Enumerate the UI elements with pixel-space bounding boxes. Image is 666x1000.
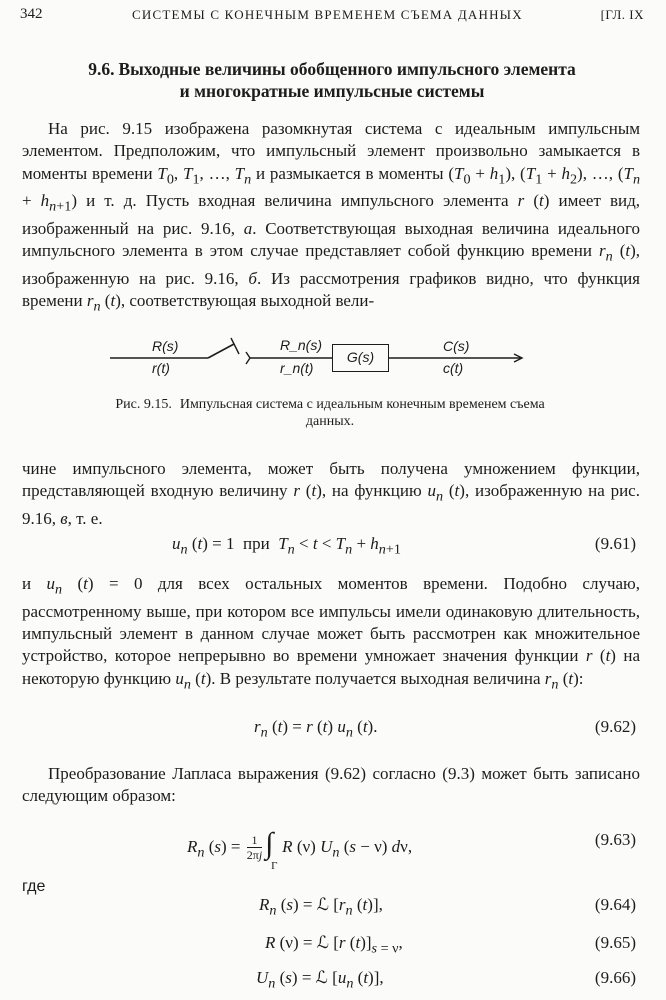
equation-9-63-body: $R_n$ (s) = $\frac{1}{2\pi j}$ ∫ Γ R (ν) $U_n$ (s − ν) dν, bbox=[187, 827, 413, 872]
eq61-word: при bbox=[242, 534, 270, 553]
where-label: где bbox=[22, 878, 46, 895]
section-number: 9.6. bbox=[88, 59, 115, 79]
integral-icon: ∫ Γ bbox=[265, 827, 278, 872]
transfer-block: G(s) bbox=[332, 344, 389, 372]
section-title-line2: и многократные импульсные системы bbox=[179, 81, 485, 101]
p1-text-2: и размыкается в моменты bbox=[256, 163, 444, 183]
equation-9-61 bbox=[22, 534, 640, 562]
switch-mark bbox=[231, 338, 239, 354]
equation-number-9-62: (9.62) bbox=[594, 717, 636, 736]
equation-9-61-body: $u_n$ (t) = 1 при $T_n < t < T_n + h_{n+1}$ bbox=[172, 534, 401, 558]
equation-9-64-body: $R_n$ (s) = ℒ [$r_n$ (t)], bbox=[259, 895, 383, 919]
equation-9-66-body: $U_n$ (s) = ℒ [$u_n$ (t)], bbox=[256, 968, 384, 992]
p2-text-2: , на функцию bbox=[321, 481, 422, 501]
caption-number: Рис. 9.15. bbox=[115, 397, 172, 412]
equation-number-9-64: (9.64) bbox=[594, 895, 636, 914]
page-number: 342 bbox=[20, 6, 43, 22]
label-input-s: R(s) bbox=[152, 338, 179, 354]
equation-number-9-61: (9.61) bbox=[594, 534, 636, 553]
equation-9-63 bbox=[22, 820, 640, 872]
p1-text-4: имеет вид, изображенный на рис. 9.16, bbox=[22, 191, 641, 238]
paragraph-4: Преобразование Лапласа выражения (9.62) согласно (9.3) может быть записано следующим образом: bbox=[22, 764, 640, 806]
fraction: $\frac{1}{2\pi j}$ bbox=[246, 833, 263, 862]
paragraph-1: На рис. 9.15 изображена разомкнутая система с идеальным импульсным элементом. Предположим, что импульсный элемент произвольно замыкается в моменты времени $T_0$, $T_1$, …, $T_n$ и размыкается в моменты $(T_0 + h_1)$, $(T_1 + h_2)$, …, $(T_n + h_{n+1})$ и т. д. Пусть входная величина импульсного элемента r (t) имеет вид, изображенный на рис. 9.16, а. Соответствующая выходная величина идеального импульсного элемента в этом случае представляет собой функцию времени $r_n$ (t), изображенную на рис. 9.16, б. Из рассмотрения графиков видно, что функция времени $r_n$ (t), соответствующая выходной вели- bbox=[22, 119, 641, 315]
equation-number-9-66: (9.66) bbox=[594, 968, 636, 987]
p3-text-1: для всех остальных моментов времени. Подобно случаю, рассмотренному выше, при котором все импульсы имели одинаковую длительность, импульсный элемент в данном случае может быть рассмотрен как множительное устройство, которое непрерывно во времени умножает значения функции bbox=[22, 574, 641, 666]
p1-text-8: , соответствующая выходной вели- bbox=[120, 291, 375, 311]
switch-blade bbox=[208, 344, 234, 358]
running-title: СИСТЕМЫ С КОНЕЧНЫМ ВРЕМЕНЕМ СЪЕМА ДАННЫХ bbox=[132, 7, 523, 22]
equation-number-9-63: (9.63) bbox=[594, 830, 636, 849]
switch-contact bbox=[246, 352, 250, 364]
equation-9-66 bbox=[22, 968, 640, 996]
p1-text-7: Из рассмотрения графиков видно, что функция времени bbox=[22, 268, 640, 311]
equation-9-62 bbox=[22, 717, 640, 745]
paragraph-2: чине импульсного элемента, может быть получена умножением функции, представляющей входную величину r (t), на функцию $u_n$ (t), изображенную на рис. 9.16, в, т. е. bbox=[22, 459, 640, 528]
p1-text-3: и т. д. Пусть входная величина импульсного элемента bbox=[86, 191, 509, 211]
label-mid-t: r_n(t) bbox=[280, 360, 314, 376]
paragraph-3: и $u_n$ (t) = 0 для всех остальных моментов времени. Подобно случаю, рассмотренному выше, при котором все импульсы имели одинаковую длительность, импульсный элемент в данном случае может быть рассмотрен как множительное устройство, которое непрерывно во времени умножает значения функции r (t) на некоторую функцию $u_n$ (t). В результате получается выходная величина $r_n$ (t): bbox=[22, 574, 641, 692]
figure-9-15 bbox=[110, 332, 530, 382]
p2-text-1: чине импульсного элемента, может быть получена умножением функции, представляющей входную величину bbox=[22, 459, 640, 501]
label-mid-s: R_n(s) bbox=[280, 337, 323, 353]
section-title-line1 bbox=[20, 58, 644, 80]
equation-9-64 bbox=[22, 895, 640, 923]
label-output-t: c(t) bbox=[443, 360, 464, 376]
equation-9-65 bbox=[22, 933, 640, 961]
equation-number-9-65: (9.65) bbox=[594, 933, 636, 952]
equation-9-62-body: $r_n$ (t) = r (t) $u_n$ (t). bbox=[254, 717, 378, 741]
p1-text-6: , изображенную на рис. 9.16, bbox=[22, 241, 641, 288]
figure-caption bbox=[110, 396, 550, 430]
page-header bbox=[20, 6, 644, 30]
equation-9-65-body: R (ν) = ℒ [r $(t)]_{s = \nu}$, bbox=[265, 933, 403, 957]
section-title bbox=[20, 58, 644, 102]
p1-text-5: Соответствующая выходная величина идеального импульсного элемента в этом случае представляет собой функцию времени bbox=[22, 218, 641, 261]
p3-text-2: на некоторую функцию bbox=[22, 646, 640, 688]
caption-text: Импульсная система с идеальным конечным временем съема данных. bbox=[179, 397, 545, 429]
chapter-label: [ГЛ. IX bbox=[600, 7, 644, 22]
p3-text-3: В результате получается выходная величина bbox=[219, 668, 541, 688]
p1-text-1: На рис. 9.15 изображена разомкнутая система с идеальным импульсным элементом. Предположим, что импульсный элемент произвольно замыкается в моменты времени bbox=[22, 119, 640, 183]
p2-text-3: , изображенную на рис. 9.16, bbox=[22, 481, 640, 528]
label-output-s: C(s) bbox=[443, 338, 470, 354]
label-input-t: r(t) bbox=[152, 360, 170, 376]
section-title-text: Выходные величины обобщенного импульсного элемента bbox=[118, 59, 576, 79]
p2-text-4: т. е. bbox=[76, 508, 103, 528]
